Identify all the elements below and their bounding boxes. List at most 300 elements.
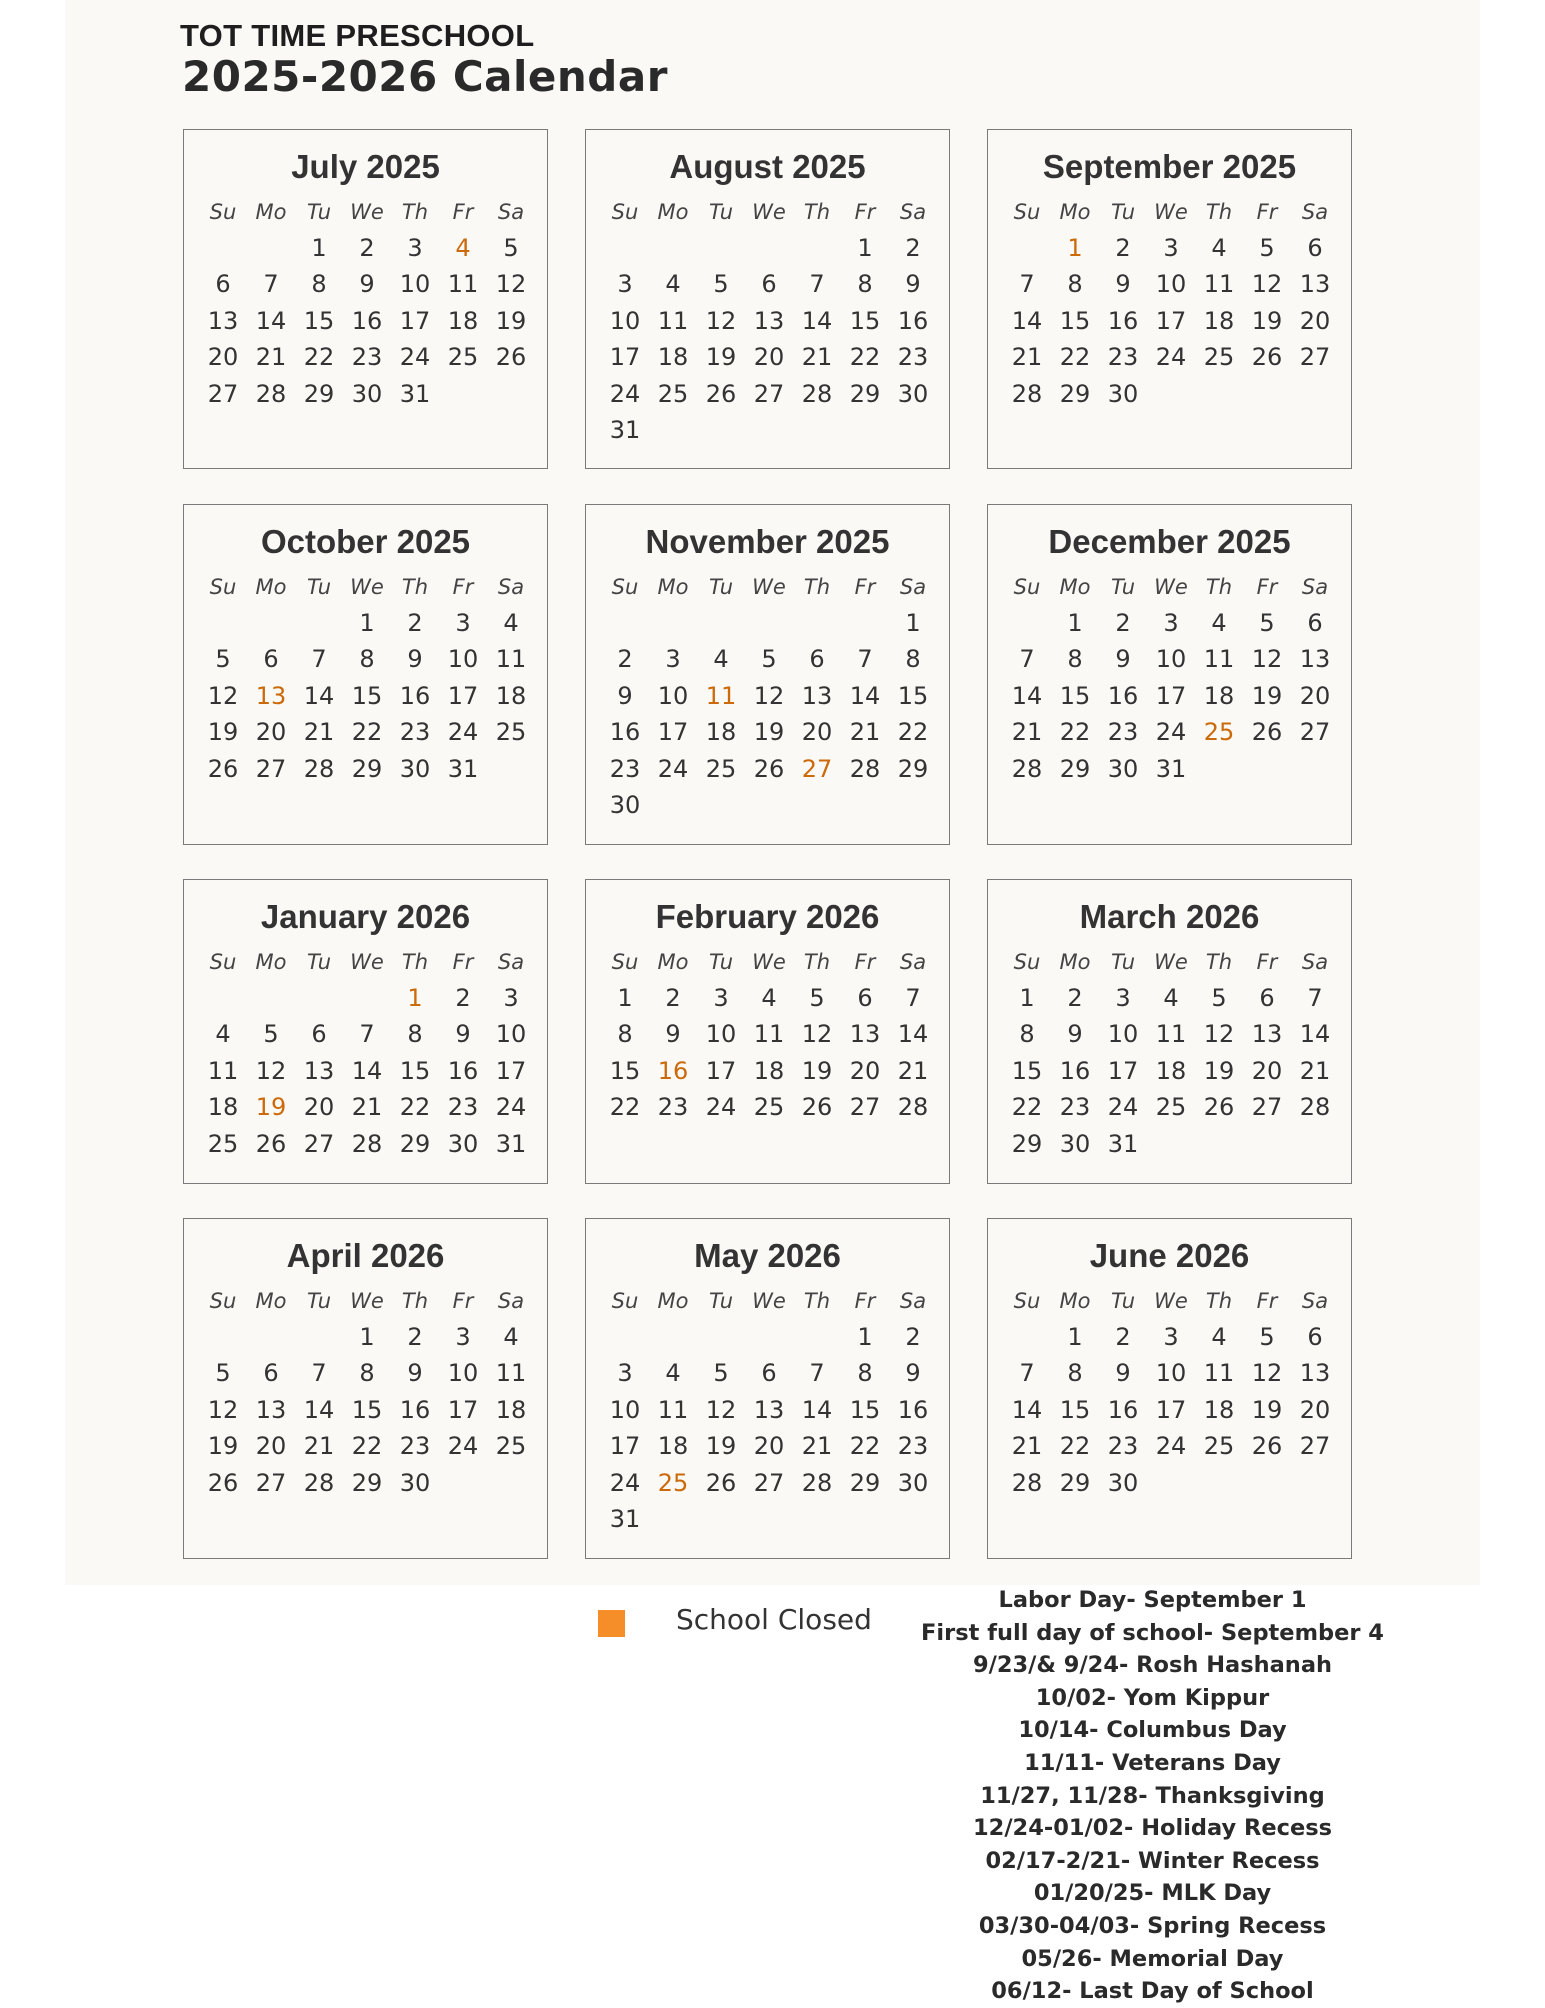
day-number: 28 bbox=[303, 1468, 335, 1497]
day-number: 15 bbox=[1059, 681, 1091, 710]
day-number: 23 bbox=[609, 754, 641, 783]
day-number: 7 bbox=[1019, 645, 1035, 674]
closure-note: 10/02- Yom Kippur bbox=[1035, 1684, 1270, 1711]
day-number: 3 bbox=[713, 984, 729, 1012]
day-number: 5 bbox=[713, 1359, 729, 1388]
day-number: 18 bbox=[1155, 1056, 1187, 1085]
day-number: 19 bbox=[207, 1432, 239, 1461]
weekday-header: Sa bbox=[497, 575, 525, 599]
weekday-header: Tu bbox=[1110, 200, 1136, 224]
day-number: 5 bbox=[215, 1359, 231, 1388]
day-number: 22 bbox=[1059, 718, 1091, 747]
day-number: 3 bbox=[1115, 984, 1131, 1012]
day-number: 30 bbox=[897, 1468, 929, 1497]
day-number: 24 bbox=[1155, 718, 1187, 747]
day-number: 9 bbox=[1115, 270, 1131, 299]
day-number: 18 bbox=[447, 306, 479, 335]
day-number: 7 bbox=[1019, 1359, 1035, 1388]
weekday-header: Th bbox=[1205, 575, 1233, 599]
day-number: 4 bbox=[713, 645, 729, 674]
day-number: 9 bbox=[1115, 645, 1131, 674]
day-number: 31 bbox=[609, 1505, 641, 1533]
day-number: 10 bbox=[609, 306, 641, 335]
day-number: 22 bbox=[351, 718, 383, 747]
day-number: 13 bbox=[207, 306, 239, 335]
day-number: 15 bbox=[609, 1056, 641, 1085]
day-number: 23 bbox=[351, 343, 383, 372]
day-number: 9 bbox=[665, 1020, 681, 1049]
day-number: 25 bbox=[495, 1432, 527, 1461]
day-number: 15 bbox=[897, 681, 929, 710]
weekday-header: Mo bbox=[255, 1289, 287, 1313]
day-number: 15 bbox=[1011, 1056, 1043, 1085]
weekday-header: Mo bbox=[657, 950, 689, 974]
closed-day: 27 bbox=[801, 754, 833, 783]
weekday-header: Sa bbox=[1301, 1289, 1329, 1313]
day-number: 11 bbox=[1203, 270, 1235, 299]
day-number: 16 bbox=[351, 306, 383, 335]
school-closed-swatch bbox=[598, 1610, 625, 1637]
day-number: 21 bbox=[1011, 343, 1043, 372]
day-number: 11 bbox=[1155, 1020, 1187, 1049]
day-number: 17 bbox=[1107, 1056, 1139, 1085]
day-number: 23 bbox=[1107, 718, 1139, 747]
month-title: February 2026 bbox=[655, 898, 880, 935]
day-number: 4 bbox=[665, 270, 681, 299]
day-number: 6 bbox=[1307, 1323, 1323, 1351]
day-number: 26 bbox=[207, 1468, 239, 1497]
day-number: 6 bbox=[1259, 984, 1275, 1012]
closure-note: 01/20/25- MLK Day bbox=[1033, 1880, 1272, 1907]
closure-note: Labor Day- September 1 bbox=[998, 1587, 1307, 1613]
day-number: 26 bbox=[255, 1129, 287, 1158]
day-number: 20 bbox=[1251, 1056, 1283, 1085]
day-number: 23 bbox=[399, 718, 431, 747]
day-number: 24 bbox=[609, 379, 641, 408]
day-number: 18 bbox=[495, 1395, 527, 1424]
day-number: 25 bbox=[705, 754, 737, 783]
day-number: 30 bbox=[1107, 379, 1139, 408]
day-number: 16 bbox=[897, 306, 929, 335]
day-number: 22 bbox=[1059, 343, 1091, 372]
day-number: 25 bbox=[1203, 343, 1235, 372]
weekday-header: Tu bbox=[1110, 1289, 1136, 1313]
month-calendar bbox=[585, 504, 950, 845]
day-number: 18 bbox=[657, 1432, 689, 1461]
day-number: 25 bbox=[447, 343, 479, 372]
day-number: 2 bbox=[407, 1323, 423, 1351]
weekday-header: Mo bbox=[657, 200, 689, 224]
day-number: 15 bbox=[849, 1395, 881, 1424]
day-number: 27 bbox=[1299, 1432, 1331, 1461]
month-title: April 2026 bbox=[286, 1237, 445, 1274]
day-number: 2 bbox=[905, 1323, 921, 1351]
day-number: 24 bbox=[447, 718, 479, 747]
day-number: 22 bbox=[849, 1432, 881, 1461]
day-number: 13 bbox=[849, 1020, 881, 1049]
day-number: 19 bbox=[1203, 1056, 1235, 1085]
month-title: October 2025 bbox=[260, 523, 471, 560]
day-number: 5 bbox=[1259, 609, 1275, 637]
day-number: 9 bbox=[905, 270, 921, 299]
weekday-header: Su bbox=[209, 1289, 237, 1313]
day-number: 23 bbox=[1107, 343, 1139, 372]
day-number: 4 bbox=[503, 609, 519, 637]
day-number: 17 bbox=[1155, 1395, 1187, 1424]
day-number: 30 bbox=[447, 1129, 479, 1158]
weekday-header: Su bbox=[1013, 950, 1041, 974]
weekday-header: Su bbox=[209, 200, 237, 224]
month-title: June 2026 bbox=[1089, 1237, 1250, 1274]
day-number: 17 bbox=[447, 1395, 479, 1424]
weekday-header: Su bbox=[209, 950, 237, 974]
day-number: 24 bbox=[657, 754, 689, 783]
month-title: January 2026 bbox=[260, 898, 471, 935]
day-number: 30 bbox=[399, 1468, 431, 1497]
day-number: 14 bbox=[255, 306, 287, 335]
day-number: 27 bbox=[255, 754, 287, 783]
day-number: 22 bbox=[351, 1432, 383, 1461]
weekday-header: Sa bbox=[899, 1289, 927, 1313]
day-number: 16 bbox=[1107, 306, 1139, 335]
day-number: 12 bbox=[1251, 645, 1283, 674]
day-number: 8 bbox=[311, 270, 327, 299]
weekday-header: Tu bbox=[708, 200, 734, 224]
day-number: 12 bbox=[1203, 1020, 1235, 1049]
weekday-header: Mo bbox=[255, 200, 287, 224]
day-number: 10 bbox=[447, 645, 479, 674]
day-number: 28 bbox=[255, 379, 287, 408]
weekday-header: We bbox=[350, 200, 384, 224]
day-number: 12 bbox=[207, 681, 239, 710]
day-number: 17 bbox=[447, 681, 479, 710]
closed-day: 25 bbox=[1203, 718, 1235, 747]
day-number: 6 bbox=[1307, 609, 1323, 637]
school-name: TOT TIME PRESCHOOL bbox=[180, 18, 535, 53]
day-number: 7 bbox=[311, 645, 327, 674]
day-number: 13 bbox=[1299, 1359, 1331, 1388]
day-number: 31 bbox=[399, 379, 431, 408]
day-number: 3 bbox=[455, 1323, 471, 1351]
day-number: 5 bbox=[761, 645, 777, 674]
day-number: 1 bbox=[359, 609, 375, 637]
weekday-header: We bbox=[1154, 575, 1188, 599]
day-number: 22 bbox=[849, 343, 881, 372]
weekday-header: We bbox=[1154, 200, 1188, 224]
weekday-header: Fr bbox=[452, 575, 474, 599]
weekday-header: Fr bbox=[854, 200, 876, 224]
month-title: August 2025 bbox=[669, 148, 866, 185]
day-number: 15 bbox=[303, 306, 335, 335]
weekday-header: We bbox=[350, 1289, 384, 1313]
month-calendar bbox=[987, 129, 1352, 469]
day-number: 18 bbox=[657, 343, 689, 372]
closure-note: 02/17-2/21- Winter Recess bbox=[985, 1847, 1320, 1874]
day-number: 23 bbox=[1107, 1432, 1139, 1461]
day-number: 27 bbox=[207, 379, 239, 408]
day-number: 19 bbox=[495, 306, 527, 335]
day-number: 29 bbox=[849, 379, 881, 408]
day-number: 18 bbox=[753, 1056, 785, 1085]
weekday-header: Su bbox=[611, 575, 639, 599]
day-number: 19 bbox=[1251, 1395, 1283, 1424]
day-number: 24 bbox=[609, 1468, 641, 1497]
day-number: 15 bbox=[1059, 306, 1091, 335]
day-number: 7 bbox=[1019, 270, 1035, 299]
day-number: 30 bbox=[351, 379, 383, 408]
day-number: 12 bbox=[207, 1395, 239, 1424]
day-number: 11 bbox=[495, 645, 527, 674]
day-number: 19 bbox=[705, 1432, 737, 1461]
day-number: 28 bbox=[897, 1093, 929, 1122]
day-number: 26 bbox=[705, 1468, 737, 1497]
day-number: 22 bbox=[609, 1093, 641, 1122]
weekday-header: Sa bbox=[1301, 575, 1329, 599]
day-number: 11 bbox=[447, 270, 479, 299]
day-number: 29 bbox=[1059, 1468, 1091, 1497]
day-number: 13 bbox=[1299, 270, 1331, 299]
day-number: 10 bbox=[447, 1359, 479, 1388]
weekday-header: Fr bbox=[854, 1289, 876, 1313]
day-number: 9 bbox=[359, 270, 375, 299]
weekday-header: Th bbox=[803, 1289, 831, 1313]
day-number: 8 bbox=[1067, 645, 1083, 674]
day-number: 18 bbox=[1203, 306, 1235, 335]
day-number: 20 bbox=[255, 1432, 287, 1461]
day-number: 3 bbox=[665, 645, 681, 674]
day-number: 16 bbox=[897, 1395, 929, 1424]
weekday-header: Sa bbox=[899, 575, 927, 599]
month-calendar bbox=[585, 879, 950, 1184]
weekday-header: Th bbox=[401, 950, 429, 974]
day-number: 13 bbox=[1251, 1020, 1283, 1049]
weekday-header: Sa bbox=[497, 1289, 525, 1313]
day-number: 14 bbox=[1299, 1020, 1331, 1049]
day-number: 26 bbox=[753, 754, 785, 783]
day-number: 30 bbox=[609, 791, 641, 819]
day-number: 20 bbox=[753, 343, 785, 372]
day-number: 15 bbox=[399, 1056, 431, 1085]
closed-day: 11 bbox=[705, 681, 737, 710]
day-number: 10 bbox=[1155, 645, 1187, 674]
day-number: 29 bbox=[303, 379, 335, 408]
weekday-header: Fr bbox=[854, 950, 876, 974]
day-number: 14 bbox=[801, 306, 833, 335]
day-number: 27 bbox=[303, 1129, 335, 1158]
day-number: 1 bbox=[1067, 609, 1083, 637]
day-number: 24 bbox=[447, 1432, 479, 1461]
weekday-header: Fr bbox=[1256, 200, 1278, 224]
day-number: 17 bbox=[1155, 306, 1187, 335]
closed-day: 1 bbox=[407, 984, 423, 1012]
day-number: 10 bbox=[1107, 1020, 1139, 1049]
day-number: 12 bbox=[495, 270, 527, 299]
month-title: September 2025 bbox=[1042, 148, 1297, 185]
weekday-header: Sa bbox=[497, 950, 525, 974]
day-number: 9 bbox=[407, 1359, 423, 1388]
day-number: 2 bbox=[359, 234, 375, 262]
day-number: 5 bbox=[263, 1020, 279, 1049]
weekday-header: We bbox=[752, 950, 786, 974]
day-number: 13 bbox=[255, 1395, 287, 1424]
day-number: 5 bbox=[1259, 234, 1275, 262]
day-number: 31 bbox=[495, 1129, 527, 1158]
day-number: 19 bbox=[801, 1056, 833, 1085]
day-number: 7 bbox=[809, 270, 825, 299]
weekday-header: Tu bbox=[306, 1289, 332, 1313]
day-number: 15 bbox=[849, 306, 881, 335]
day-number: 20 bbox=[207, 343, 239, 372]
day-number: 16 bbox=[1107, 681, 1139, 710]
day-number: 25 bbox=[1155, 1093, 1187, 1122]
month-calendar bbox=[987, 879, 1352, 1184]
day-number: 17 bbox=[495, 1056, 527, 1085]
weekday-header: Fr bbox=[452, 1289, 474, 1313]
day-number: 30 bbox=[1107, 754, 1139, 783]
day-number: 24 bbox=[1155, 1432, 1187, 1461]
day-number: 18 bbox=[207, 1093, 239, 1122]
day-number: 1 bbox=[617, 984, 633, 1012]
day-number: 10 bbox=[657, 681, 689, 710]
day-number: 14 bbox=[303, 1395, 335, 1424]
day-number: 17 bbox=[609, 1432, 641, 1461]
day-number: 11 bbox=[657, 1395, 689, 1424]
closure-notes bbox=[900, 1584, 1405, 2008]
weekday-header: Su bbox=[209, 575, 237, 599]
day-number: 29 bbox=[1059, 379, 1091, 408]
day-number: 29 bbox=[399, 1129, 431, 1158]
day-number: 21 bbox=[897, 1056, 929, 1085]
day-number: 16 bbox=[1107, 1395, 1139, 1424]
day-number: 20 bbox=[303, 1093, 335, 1122]
closed-day: 25 bbox=[657, 1468, 689, 1497]
weekday-header: Su bbox=[611, 950, 639, 974]
weekday-header: Su bbox=[1013, 575, 1041, 599]
day-number: 3 bbox=[1163, 609, 1179, 637]
weekday-header: Sa bbox=[1301, 200, 1329, 224]
day-number: 14 bbox=[1011, 1395, 1043, 1424]
weekday-header: Th bbox=[401, 1289, 429, 1313]
day-number: 5 bbox=[503, 234, 519, 262]
day-number: 31 bbox=[1107, 1129, 1139, 1158]
day-number: 4 bbox=[1211, 1323, 1227, 1351]
day-number: 26 bbox=[1251, 343, 1283, 372]
day-number: 9 bbox=[407, 645, 423, 674]
day-number: 24 bbox=[1155, 343, 1187, 372]
calendar-title: 2025-2026 Calendar bbox=[182, 52, 668, 101]
day-number: 19 bbox=[705, 343, 737, 372]
day-number: 13 bbox=[1299, 645, 1331, 674]
day-number: 16 bbox=[609, 718, 641, 747]
day-number: 6 bbox=[857, 984, 873, 1012]
weekday-header: Tu bbox=[1110, 575, 1136, 599]
day-number: 2 bbox=[407, 609, 423, 637]
day-number: 25 bbox=[1203, 1432, 1235, 1461]
closure-note: 11/11- Veterans Day bbox=[1024, 1749, 1281, 1776]
day-number: 21 bbox=[801, 343, 833, 372]
month-calendar bbox=[987, 1218, 1352, 1559]
day-number: 9 bbox=[617, 681, 633, 710]
day-number: 20 bbox=[1299, 681, 1331, 710]
month-title: November 2025 bbox=[645, 523, 890, 560]
day-number: 3 bbox=[503, 984, 519, 1012]
day-number: 8 bbox=[407, 1020, 423, 1049]
month-title: March 2026 bbox=[1079, 898, 1260, 935]
day-number: 22 bbox=[303, 343, 335, 372]
weekday-header: Sa bbox=[899, 950, 927, 974]
weekday-header: Th bbox=[803, 575, 831, 599]
day-number: 17 bbox=[705, 1056, 737, 1085]
day-number: 11 bbox=[753, 1020, 785, 1049]
day-number: 23 bbox=[657, 1093, 689, 1122]
day-number: 10 bbox=[705, 1020, 737, 1049]
day-number: 27 bbox=[255, 1468, 287, 1497]
day-number: 27 bbox=[753, 1468, 785, 1497]
day-number: 5 bbox=[1259, 1323, 1275, 1351]
day-number: 22 bbox=[897, 718, 929, 747]
weekday-header: Su bbox=[611, 1289, 639, 1313]
day-number: 14 bbox=[1011, 681, 1043, 710]
weekday-header: Fr bbox=[452, 200, 474, 224]
day-number: 20 bbox=[801, 718, 833, 747]
day-number: 26 bbox=[495, 343, 527, 372]
day-number: 2 bbox=[665, 984, 681, 1012]
weekday-header: Tu bbox=[708, 575, 734, 599]
day-number: 23 bbox=[399, 1432, 431, 1461]
day-number: 28 bbox=[303, 754, 335, 783]
day-number: 28 bbox=[1299, 1093, 1331, 1122]
weekday-header: Mo bbox=[255, 575, 287, 599]
day-number: 30 bbox=[399, 754, 431, 783]
weekday-header: We bbox=[350, 950, 384, 974]
closure-note: 06/12- Last Day of School bbox=[991, 1978, 1314, 2005]
day-number: 16 bbox=[1059, 1056, 1091, 1085]
weekday-header: We bbox=[752, 200, 786, 224]
day-number: 10 bbox=[399, 270, 431, 299]
day-number: 27 bbox=[1251, 1093, 1283, 1122]
day-number: 1 bbox=[1067, 1323, 1083, 1351]
closed-day: 4 bbox=[455, 234, 471, 262]
day-number: 1 bbox=[359, 1323, 375, 1351]
day-number: 15 bbox=[351, 1395, 383, 1424]
day-number: 7 bbox=[359, 1020, 375, 1049]
weekday-header: Mo bbox=[1059, 1289, 1091, 1313]
day-number: 18 bbox=[1203, 681, 1235, 710]
day-number: 19 bbox=[1251, 681, 1283, 710]
day-number: 20 bbox=[1299, 306, 1331, 335]
closure-note: 11/27, 11/28- Thanksgiving bbox=[980, 1782, 1325, 1809]
day-number: 29 bbox=[351, 754, 383, 783]
day-number: 22 bbox=[1011, 1093, 1043, 1122]
day-number: 7 bbox=[809, 1359, 825, 1388]
day-number: 21 bbox=[303, 1432, 335, 1461]
day-number: 2 bbox=[1115, 609, 1131, 637]
day-number: 18 bbox=[705, 718, 737, 747]
day-number: 2 bbox=[617, 645, 633, 674]
weekday-header: We bbox=[1154, 950, 1188, 974]
closure-note: 9/23/& 9/24- Rosh Hashanah bbox=[972, 1652, 1333, 1679]
day-number: 24 bbox=[495, 1093, 527, 1122]
day-number: 26 bbox=[705, 379, 737, 408]
day-number: 1 bbox=[857, 1323, 873, 1351]
closure-note: 12/24-01/02- Holiday Recess bbox=[973, 1815, 1332, 1842]
day-number: 21 bbox=[849, 718, 881, 747]
day-number: 22 bbox=[1059, 1432, 1091, 1461]
day-number: 7 bbox=[857, 645, 873, 674]
day-number: 21 bbox=[255, 343, 287, 372]
closure-note: First full day of school- September 4 bbox=[921, 1619, 1384, 1646]
day-number: 29 bbox=[897, 754, 929, 783]
